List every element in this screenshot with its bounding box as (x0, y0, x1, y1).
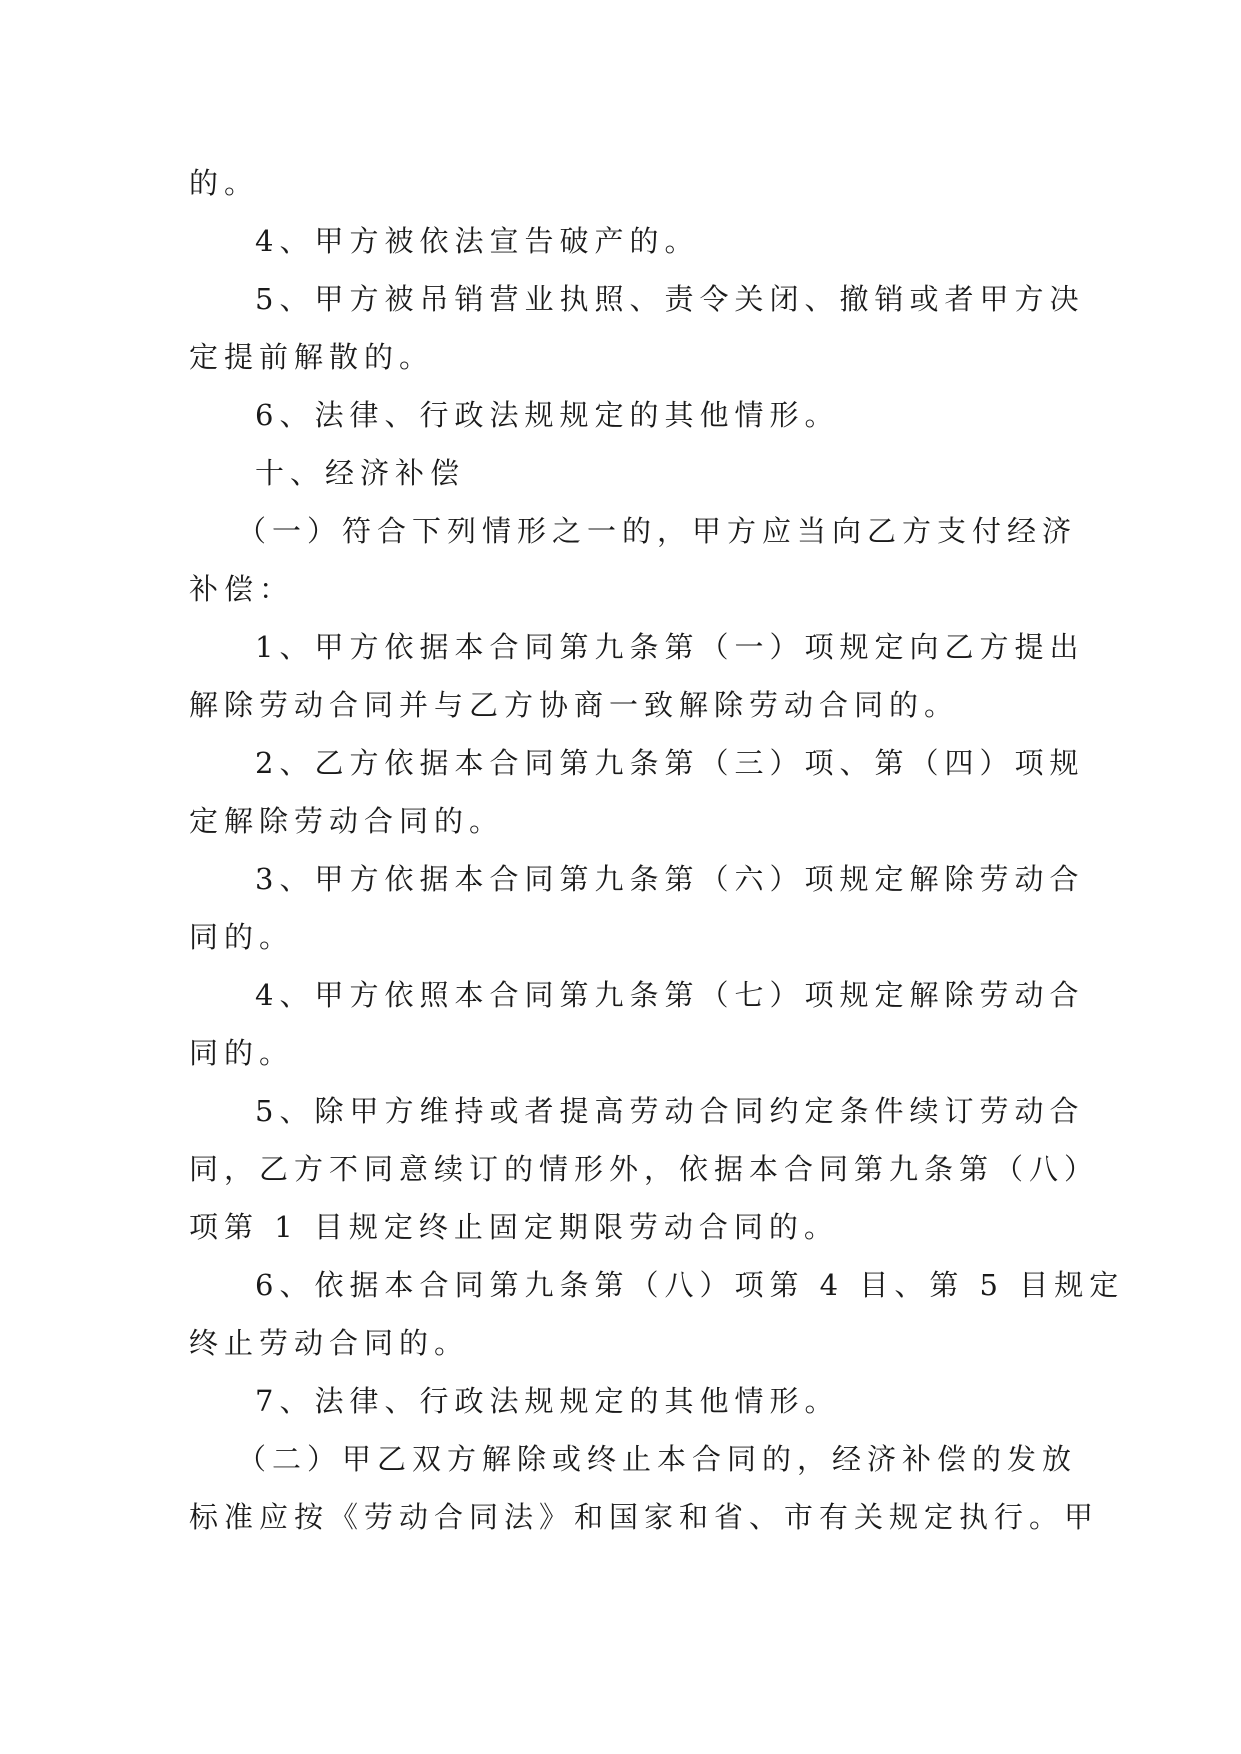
section-heading: 十、经济补偿 (255, 456, 466, 490)
text-line: 解除劳动合同并与乙方协商一致解除劳动合同的。 (189, 688, 960, 722)
text-line: 同，乙方不同意续订的情形外，依据本合同第九条第（八） (189, 1152, 1100, 1186)
text-line: 4、甲方依照本合同第九条第（七）项规定解除劳动合 (255, 978, 1085, 1012)
text-line: 3、甲方依据本合同第九条第（六）项规定解除劳动合 (255, 862, 1085, 896)
text-line: 终止劳动合同的。 (189, 1326, 470, 1360)
text-line: （一）符合下列情形之一的，甲方应当向乙方支付经济 (237, 514, 1078, 548)
text-line: 2、乙方依据本合同第九条第（三）项、第（四）项规 (255, 746, 1085, 780)
text-line: 项第 1 目规定终止固定期限劳动合同的。 (189, 1210, 839, 1244)
text-line: 同的。 (189, 920, 295, 954)
text-line: 补偿： (189, 572, 295, 606)
text-line: （二）甲乙双方解除或终止本合同的，经济补偿的发放 (237, 1442, 1078, 1476)
text-line: 5、除甲方维持或者提高劳动合同约定条件续订劳动合 (255, 1094, 1085, 1128)
text-line: 同的。 (189, 1036, 295, 1070)
text-line: 6、法律、行政法规规定的其他情形。 (255, 398, 840, 432)
text-line: 定提前解散的。 (189, 340, 435, 374)
text-line: 5、甲方被吊销营业执照、责令关闭、撤销或者甲方决 (255, 282, 1085, 316)
text-line: 7、法律、行政法规规定的其他情形。 (255, 1384, 840, 1418)
text-line: 标准应按《劳动合同法》和国家和省、市有关规定执行。甲 (189, 1500, 1100, 1534)
text-line: 定解除劳动合同的。 (189, 804, 505, 838)
text-line: 的。 (189, 166, 260, 200)
text-line: 6、依据本合同第九条第（八）项第 4 目、第 5 目规定 (255, 1268, 1125, 1302)
text-line: 1、甲方依据本合同第九条第（一）项规定向乙方提出 (255, 630, 1085, 664)
text-line: 4、甲方被依法宣告破产的。 (255, 224, 700, 258)
contract-body-text (189, 154, 1125, 1546)
